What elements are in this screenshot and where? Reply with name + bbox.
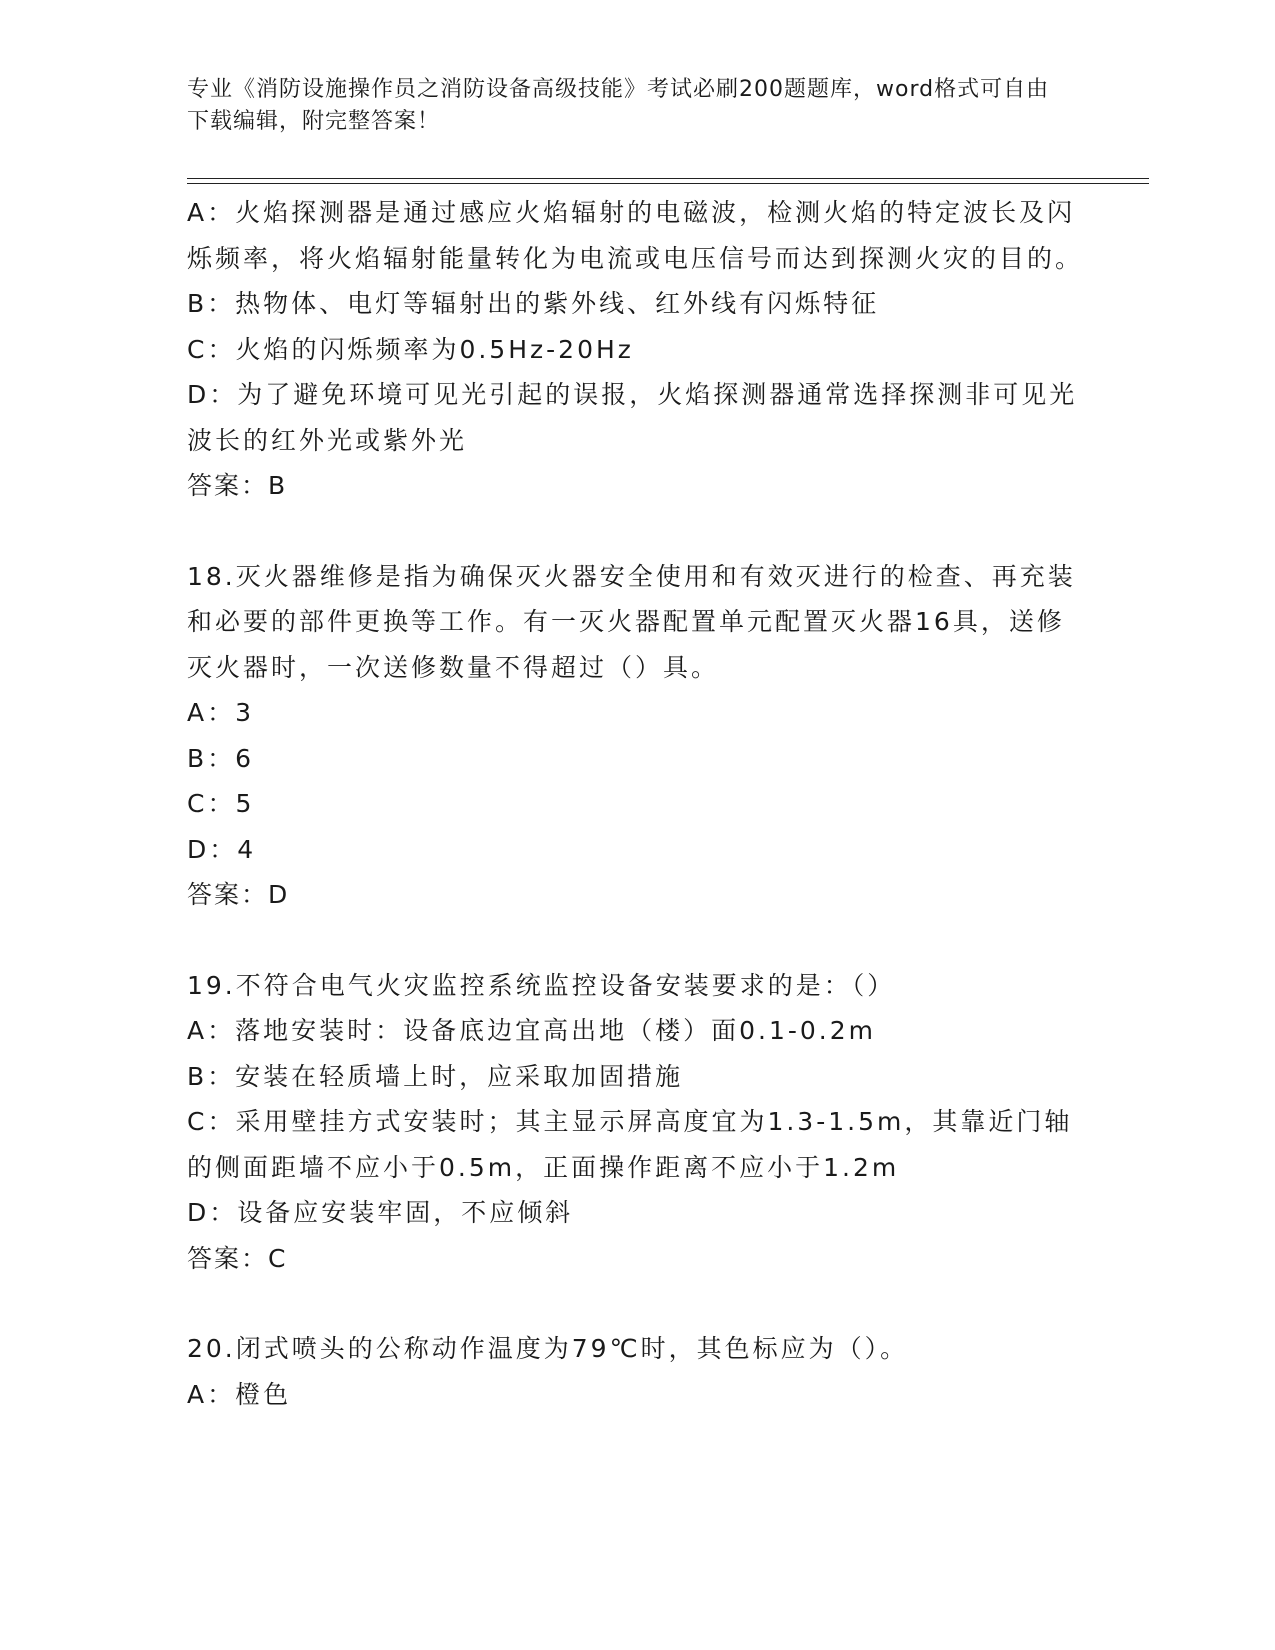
- document-header: [187, 74, 1067, 138]
- q18-option-d: D：4: [187, 834, 257, 864]
- q19-question: 19.不符合电气火灾监控系统监控设备安装要求的是：（）: [187, 970, 896, 1000]
- q17-option-d: D：为了避免环境可见光引起的误报，火焰探测器通常选择探测非可见光波长的红外光或紫外光: [187, 380, 1078, 455]
- spacer: [187, 1281, 1087, 1326]
- q19-option-c: C：采用壁挂方式安装时；其主显示屏高度宜为1.3-1.5m，其靠近门轴的侧面距墙不应小于0.5m，正面操作距离不应小于1.2m: [187, 1107, 1073, 1182]
- q17-answer: 答案：B: [187, 471, 288, 500]
- document-body: [187, 190, 1087, 1417]
- header-title: 专业《消防设施操作员之消防设备高级技能》考试必刷200题题库，word格式可自由下载编辑，附完整答案！: [187, 77, 1050, 134]
- q18-option-b: B：6: [187, 743, 255, 773]
- q20-question: 20.闭式喷头的公称动作温度为79℃时，其色标应为（）。: [187, 1334, 909, 1363]
- q17-option-b: B：热物体、电灯等辐射出的紫外线、红外线有闪烁特征: [187, 289, 880, 318]
- spacer: [187, 918, 1087, 963]
- q19-answer: 答案：C: [187, 1243, 288, 1273]
- header-divider-bottom: [187, 183, 1149, 184]
- q18-option-c: C：5: [187, 789, 255, 818]
- question-17-block: [187, 190, 1087, 509]
- q18-option-a: A：3: [187, 698, 255, 727]
- q19-option-d: D：设备应安装牢固，不应倾斜: [187, 1198, 574, 1227]
- spacer: [187, 509, 1087, 554]
- header-divider-top: [187, 178, 1149, 179]
- question-20-block: [187, 1326, 1087, 1417]
- q17-option-c: C：火焰的闪烁频率为0.5Hz-20Hz: [187, 334, 634, 364]
- q19-option-b: B：安装在轻质墙上时，应采取加固措施: [187, 1061, 684, 1091]
- q18-question: 18.灭火器维修是指为确保灭火器安全使用和有效灭进行的检查、再充装和必要的部件更换等工作。有一灭火器配置单元配置灭火器16具，送修灭火器时，一次送修数量不得超过（）具。: [187, 561, 1076, 682]
- question-19-block: [187, 963, 1087, 1282]
- q19-option-a: A：落地安装时：设备底边宜高出地（楼）面0.1-0.2m: [187, 1016, 876, 1045]
- q17-option-a: A：火焰探测器是通过感应火焰辐射的电磁波，检测火焰的特定波长及闪烁频率，将火焰辐射能量转化为电流或电压信号而达到探测火灾的目的。: [187, 198, 1084, 273]
- q20-option-a: A：橙色: [187, 1379, 292, 1409]
- q18-answer: 答案：D: [187, 880, 290, 909]
- question-18-block: [187, 554, 1087, 918]
